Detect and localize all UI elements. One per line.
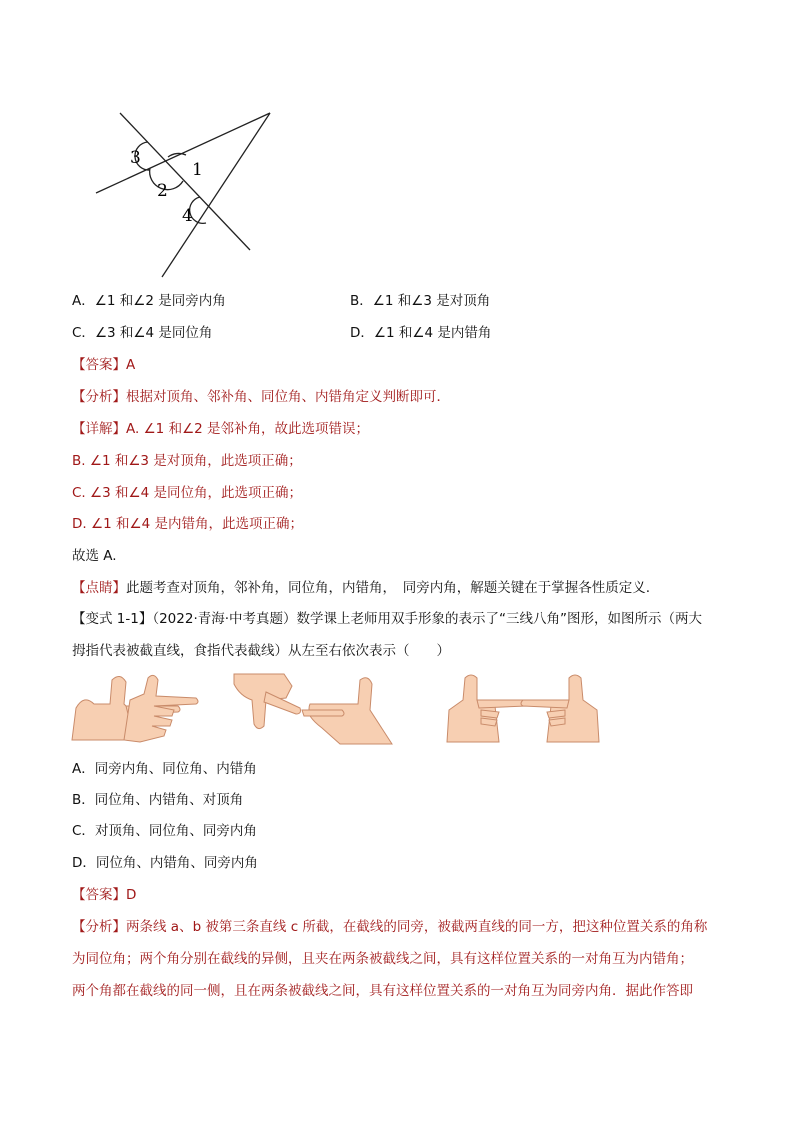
answer-tag: 【答案】 [72,357,126,373]
option-d: D．∠1 和∠4 是内错角 [350,325,492,341]
hands-image-2 [234,674,392,744]
comment-line: 【点睛】此题考查对顶角，邻补角，同位角，内错角， 同旁内角，解题关键在于掌握各性质定义. [72,580,651,596]
q2-answer-line: 【答案】D [72,887,137,903]
q2-option-a: A．同旁内角、同位角、内错角 [72,761,257,777]
question-2-stem-line-1: 【变式 1-1】（2022·青海·中考真题）数学课上老师用双手形象的表示了“三线八角”图形，如图所示（两大 [72,611,703,627]
angle-label-3: 3 [130,148,141,168]
option-b: B．∠1 和∠3 是对顶角 [350,293,491,309]
q2-option-c: C．对顶角、同位角、同旁内角 [72,823,257,839]
hands-image-3 [447,675,599,742]
option-c: C．∠3 和∠4 是同位角 [72,325,213,341]
analysis-line: 【分析】根据对顶角、邻补角、同位角、内错角定义判断即可． [72,389,450,405]
q2-analysis-line-1: 【分析】两条线 a、b 被第三条直线 c 所截，在截线的同旁，被截两直线的同一方，把这种位置关系的角称 [72,919,708,935]
detail-line-2: B. ∠1 和∠3 是对顶角，此选项正确； [72,453,302,469]
q2-option-b: B．同位角、内错角、对顶角 [72,792,244,808]
q2-analysis-line-3: 两个角都在截线的同一侧，且在两条被截线之间，具有这样位置关系的一对角互为同旁内角．据此作答即 [72,983,693,999]
q2-analysis-line-2: 为同位角；两个角分别在截线的异侧，且夹在两条被截线之间，具有这样位置关系的一对角互为内错角； [72,951,693,967]
hands-image-1 [72,675,198,742]
conclusion: 故选 A. [72,548,117,564]
hands-figure [70,670,610,750]
detail-line-3: C. ∠3 和∠4 是同位角，此选项正确； [72,485,302,501]
q2-option-d: D．同位角、内错角、同旁内角 [72,855,258,871]
option-a: A．∠1 和∠2 是同旁内角 [72,293,226,309]
angle-label-1: 1 [192,160,203,180]
answer-line [72,356,135,374]
question-2-stem-line-2: 拇指代表被截直线，食指代表截线）从左至右依次表示（ ） [72,643,450,659]
answer-value: A [126,357,136,373]
angle-label-2: 2 [157,181,168,201]
detail-line-4: D. ∠1 和∠4 是内错角，此选项正确； [72,516,303,532]
detail-line-1: 【详解】A. ∠1 和∠2 是邻补角，故此选项错误； [72,421,370,437]
line-transversal-1 [120,113,250,250]
angle-figure [90,105,290,285]
angle-label-4: 4 [182,206,193,226]
